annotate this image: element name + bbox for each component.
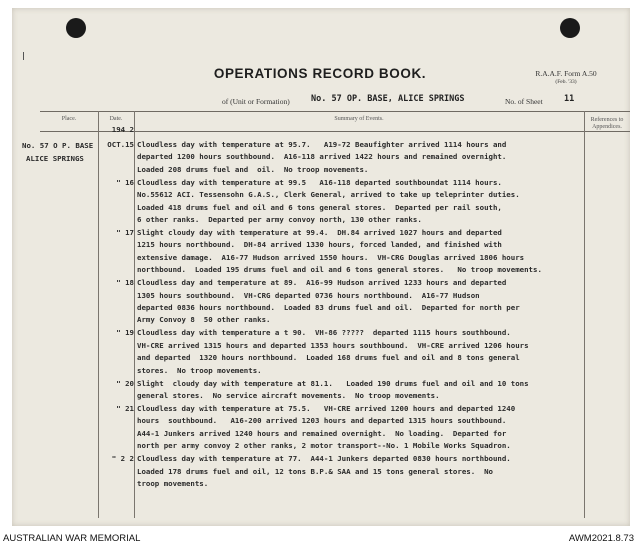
margin-rule	[23, 52, 24, 60]
form-number-main: R.A.A.F. Form A.50	[535, 69, 597, 78]
entry-text-line: VH-CRE arrived 1315 hours and departed 1353 hours southbound. VH-CRE arrived 1206 hours	[137, 340, 529, 350]
entry-text-line: Loaded 208 drums fuel and oil. No troop movements.	[137, 164, 369, 174]
entry-text-line: Cloudless day with temperature at 77. A44-1 Junkers departed 0830 hours northbound.	[137, 454, 511, 464]
sheet-label: No. of Sheet	[505, 97, 543, 106]
unit-label: of (Unit or Formation)	[222, 97, 290, 106]
entry-text-line: Loaded 178 drums fuel and oil, 12 tons B.P.& SAA and 15 tons general stores. No	[137, 466, 493, 476]
entry-date: " 2 2	[111, 454, 134, 464]
entry-date: " 21	[116, 404, 134, 413]
entry-date: " 19	[116, 328, 134, 338]
entry-text-line: stores. No troop movements.	[137, 365, 262, 375]
page-title: OPERATIONS RECORD BOOK.	[213, 66, 427, 81]
column-header-date: Date.	[109, 116, 123, 122]
entry-text-line: 1305 hours southbound. VH-CRG departed 0736 hours northbound. A16-77 Hudson	[137, 290, 480, 300]
entry-text-line: 1215 hours northbound. DH-84 arrived 1330 hours, forced landed, and finished with	[137, 240, 502, 250]
entry-text-line: A44-1 Junkers arrived 1240 hours and remained overnight. No loading. Departed for	[137, 428, 507, 438]
place-line: ALICE SPRINGS	[26, 154, 84, 163]
entry-date: " 20	[116, 378, 134, 388]
caption-left: AUSTRALIAN WAR MEMORIAL	[3, 533, 141, 544]
sheet-number: 11	[564, 94, 575, 104]
column-divider	[584, 111, 585, 518]
column-header-references: References to Appendices.	[590, 117, 624, 130]
punch-hole	[66, 18, 86, 38]
entry-text-line: No.55612 ACI. Tessensohn G.A.S., Clerk General, arrived to take up teleprinter duties.	[137, 190, 520, 200]
entry-date: " 16	[116, 177, 134, 187]
entry-text-line: north per army convoy 2 other ranks, 2 motor transport--No. 1 Mobile Works Squadron.	[137, 441, 511, 451]
entry-text-line: Cloudless day and temperature at 89. A16-99 Hudson arrived 1233 hours and departed	[137, 278, 507, 288]
unit-value: No. 57 OP. BASE, ALICE SPRINGS	[311, 94, 465, 104]
entry-text-line: Cloudless day with temperature at 99.5 A16-118 departed southboundat 1114 hours.	[137, 177, 502, 187]
form-number	[534, 70, 598, 86]
entry-text-line: departed 0836 hours northbound. Loaded 83 drums fuel and oil. Departed for north per	[137, 303, 520, 312]
entry-text-line: Cloudless day with temperature a t 90. VH-86 ????? departed 1115 hours southbound.	[137, 328, 511, 338]
entry-text-line: Army Convoy 8 50 other ranks.	[137, 315, 271, 325]
entry-text-line: and departed 1320 hours northbound. Loaded 168 drums fuel and oil and 8 tons general	[137, 353, 520, 363]
entry-text-line: Slight cloudy day with temperature at 81.1. Loaded 190 drums fuel and oil and 10 tons	[137, 378, 529, 388]
entry-text-line: Slight cloudy day with temperature at 99.4. DH.84 arrived 1027 hours and departed	[137, 228, 502, 237]
form-number-sub: (Feb. '33)	[555, 79, 577, 85]
entry-text-line: Cloudless day with temperature at 75.5. VH-CRE arrived 1200 hours and departed 1240	[137, 404, 516, 413]
entry-text-line: 6 other ranks. Departed per army convoy north, 130 other ranks.	[137, 215, 422, 224]
column-header-summary: Summary of Events.	[334, 116, 384, 122]
entry-text-line: general stores. No service aircraft movements. No troop movements.	[137, 391, 440, 400]
entry-text-line: Loaded 418 drums fuel and oil and 6 tons general stores. Departed per rail south,	[137, 202, 502, 212]
entry-date: OCT.15	[107, 140, 134, 149]
entry-text-line: northbound. Loaded 195 drums fuel and oil and 6 tons general stores. No troop movements.	[137, 265, 542, 275]
caption-right: AWM2021.8.73	[568, 533, 634, 544]
entry-text-line: Cloudless day with temperature at 95.7. A19-72 Beaufighter arrived 1114 hours and	[137, 140, 507, 149]
entry-date: " 17	[116, 228, 134, 237]
entry-date: " 18	[116, 278, 134, 288]
entry-text-line: hours southbound. A16-200 arrived 1203 hours and departed 1315 hours southbound.	[137, 416, 507, 426]
column-header-place: Place.	[61, 116, 77, 122]
year-label: 194 2	[111, 125, 134, 134]
place-line: No. 57 O P. BASE	[22, 141, 94, 150]
punch-hole	[560, 18, 580, 38]
column-divider	[134, 111, 135, 518]
entry-text-line: extensive damage. A16-77 Hudson arrived 1550 hours. VH-CRG Douglas arrived 1806 hours	[137, 252, 525, 262]
entry-text-line: departed 1200 hours southbound. A16-118 arrived 1422 hours and remained overnight.	[137, 152, 507, 162]
table-top-rule	[40, 111, 630, 112]
entry-text-line: troop movements.	[137, 479, 209, 488]
